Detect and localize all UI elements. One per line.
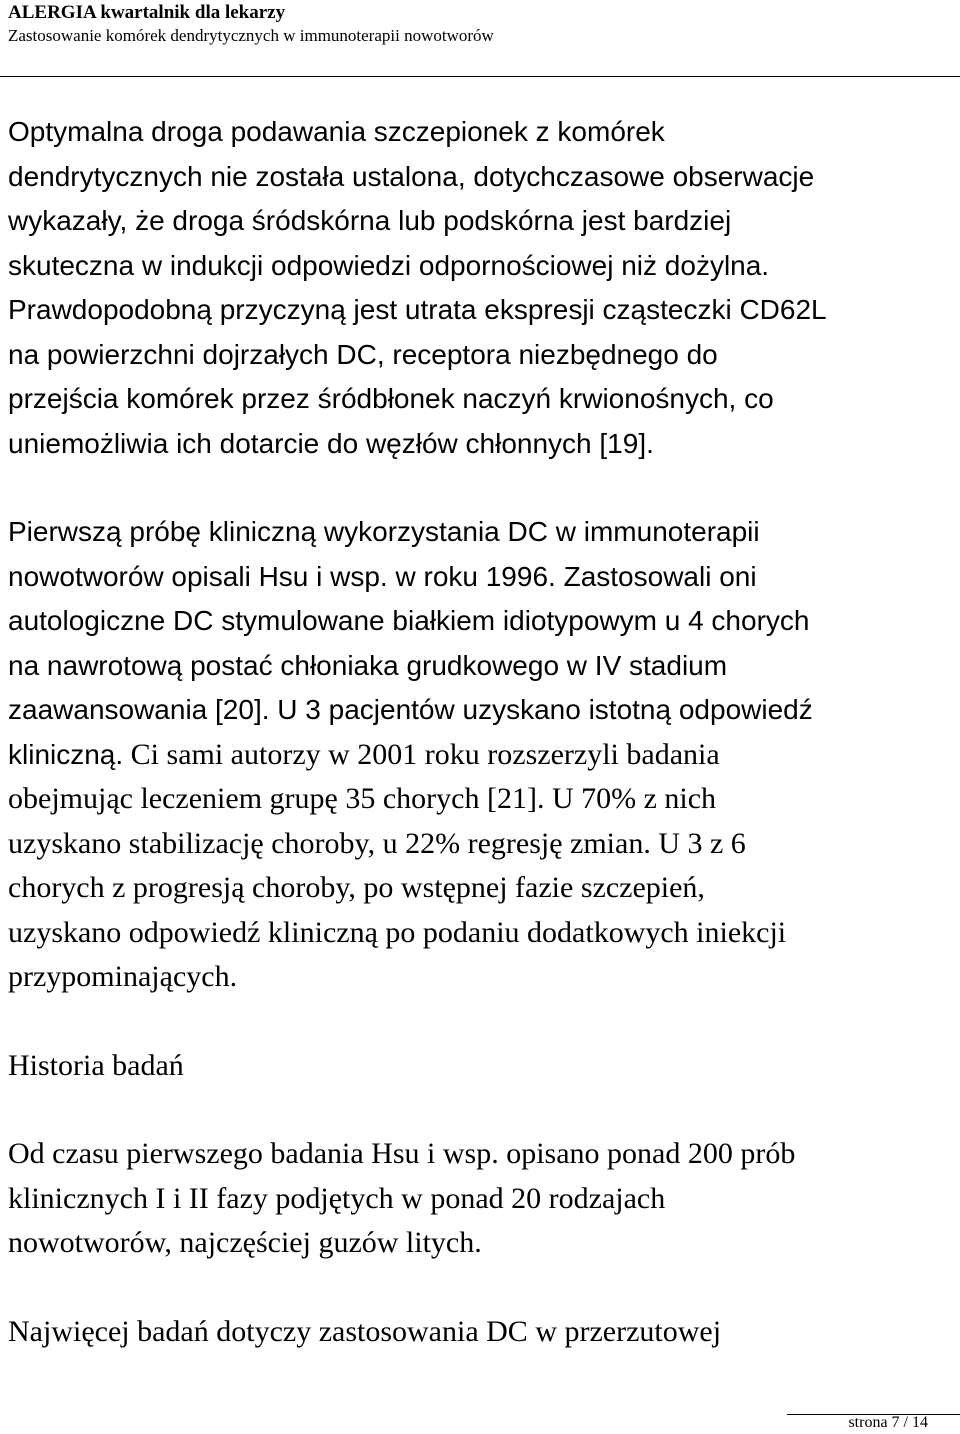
text-line: Pierwszą próbę kliniczną wykorzystania DC w immunoterapii (8, 516, 760, 547)
paragraph-metastatic (8, 1310, 953, 1355)
paragraph-administration-route (8, 110, 953, 466)
text-line: klinicznych I i II fazy podjętych w ponad 20 rodzajach (8, 1181, 666, 1215)
text-line: nowotworów, najczęściej guzów litych. (8, 1226, 482, 1259)
running-header (8, 0, 948, 47)
text-line: przejścia komórek przez śródbłonek naczyń krwionośnych, co (8, 383, 774, 414)
text-segment: uzyskano stabilizację choroby, u 22% regresję zmian. (8, 826, 651, 860)
text-segment: U 3 pacjentów uzyskano istotną odpowiedź (269, 694, 813, 725)
journal-title: ALERGIA kwartalnik dla lekarzy (8, 2, 286, 23)
text-line (8, 555, 953, 600)
paragraph-research-history (8, 1132, 953, 1266)
text-line: na powierzchni dojrzałych DC, receptora niezbędnego do (8, 338, 718, 370)
text-line: Od czasu pierwszego badania Hsu i wsp. opisano ponad 200 prób (8, 1137, 796, 1170)
text-line: chorych z progresją choroby, po wstępnej fazie szczepień, (8, 871, 705, 904)
text-line: uzyskano odpowiedź kliniczną po podaniu dodatkowych iniekcji (8, 915, 787, 949)
text-segment: zaawansowania [20]. (8, 694, 270, 725)
header-divider (0, 76, 960, 77)
text-line: przypominających. (8, 960, 238, 993)
text-line: Optymalna droga podawania szczepionek z komórek (8, 116, 665, 147)
page-number: strona 7 / 14 (848, 1414, 928, 1431)
text-line: na nawrotową postać chłoniaka grudkowego w IV stadium (8, 649, 728, 681)
text-line: autologiczne DC stymulowane białkiem idiotypowym u 4 chorych (8, 605, 810, 636)
text-segment: U 3 z 6 (650, 826, 746, 860)
text-segment: Ci sami autorzy w 2001 roku rozszerzyli badania (123, 737, 720, 771)
section-heading: Historia badań (8, 1048, 184, 1082)
text-segment: Zastosowali oni (555, 560, 757, 592)
text-line: wykazały, że droga śródskórna lub podskórna jest bardziej (8, 205, 732, 236)
text-line (8, 822, 953, 867)
article-title: Zastosowanie komórek dendrytycznych w immunoterapii nowotworów (8, 26, 494, 45)
text-segment: nowotworów opisali Hsu i wsp. w roku 1996. (8, 560, 556, 592)
text-line: uniemożliwia ich dotarcie do węzłów chłonnych [19]. (8, 427, 654, 459)
body-text (8, 110, 953, 1354)
text-line: Najwięcej badań dotyczy zastosowania DC w przerzutowej (8, 1314, 722, 1348)
text-line: obejmując leczeniem grupę 35 chorych [21]. U 70% z nich (8, 782, 717, 815)
text-segment: kliniczną. (8, 738, 124, 770)
text-line: skuteczna w indukcji odpowiedzi odpornościowej niż dożylna. (8, 249, 770, 281)
text-line: Prawdopodobną przyczyną jest utrata ekspresji cząsteczki CD62L (8, 294, 827, 325)
text-line (8, 688, 953, 733)
text-line: dendrytycznych nie została ustalona, dotychczasowe obserwacje (8, 160, 815, 192)
text-line (8, 733, 953, 778)
paragraph-first-trial (8, 510, 953, 1000)
